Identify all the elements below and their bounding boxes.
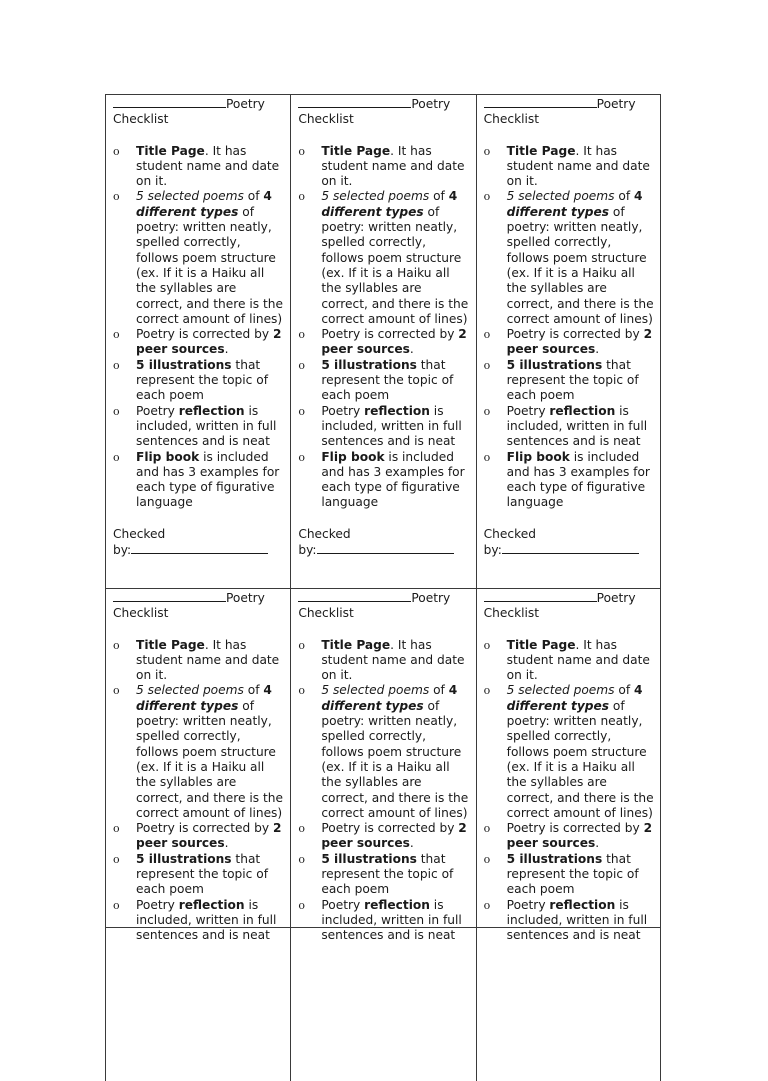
checklist-card [476,95,661,588]
name-blank [298,590,411,602]
checked-label: Checked [483,526,536,541]
bullet-icon: o [483,450,491,464]
item-poems: o 5 selected poems of 4 different types of poetry: written neatly, spelled correctly, follows poem structure (ex. If it is a Haiku all the syllables are correct, and there is the correct amount of lines) [483,683,654,820]
bullet-icon: o [113,358,120,372]
item-illustrations: o 5 illustrations that represent the topic of each poem [113,357,268,403]
checklist-card [290,95,475,588]
item-poems: o 5 selected poems of 4 different types of poetry: written neatly, spelled correctly, follows poem structure (ex. If it is a Haiku all the syllables are correct, and there is the correct amount of lines) [113,189,283,326]
signature-blank [131,542,268,554]
checklist-card [105,95,290,588]
bullet-icon: o [483,852,491,866]
bullet-icon: o [298,684,305,698]
checklist-sheet [105,94,661,943]
name-blank [113,590,226,602]
bullet-icon: o [483,404,491,418]
checklist-subtitle: Checklist [113,112,169,127]
checklist-subtitle: Checklist [483,112,540,127]
item-peer: o Poetry is corrected by 2 peer sources. [113,327,282,357]
checklist-items [298,638,471,944]
item-flipbook: o Flip book is included and has 3 examples for each type of figurative language [483,449,650,510]
bullet-icon: o [113,404,120,418]
bullet-icon: o [483,684,491,698]
bullet-icon: o [298,404,305,418]
checklist-subtitle: Checklist [483,606,540,621]
item-title-page: o Title Page. It has student name and date on it. [483,637,650,683]
checked-by: by: [113,542,286,558]
item-illustrations: o 5 illustrations that represent the topic of each poem [298,357,454,403]
item-flipbook: o Flip book is included and has 3 examples for each type of figurative language [298,449,465,510]
item-peer: o Poetry is corrected by 2 peer sources. [113,821,282,851]
bullet-icon: o [113,638,120,652]
item-peer: o Poetry is corrected by 2 peer sources. [298,327,467,357]
name-blank [298,96,411,108]
checklist-row-1 [105,95,661,588]
bullet-icon: o [483,638,491,652]
signature-blank [502,542,639,554]
checked-label: Checked [298,526,351,541]
checklist-items [484,638,656,944]
bullet-icon: o [113,852,120,866]
bullet-icon: o [113,450,120,464]
bullet-icon: o [298,144,305,158]
bullet-icon: o [298,898,305,912]
checklist-subtitle: Checklist [113,606,169,621]
checklist-subtitle: Checklist [298,606,354,621]
item-poems: o 5 selected poems of 4 different types of poetry: written neatly, spelled correctly, follows poem structure (ex. If it is a Haiku all the syllables are correct, and there is the correct amount of lines) [298,683,469,820]
checklist-header: Poetry [298,590,471,606]
checklist-header: Poetry [113,590,286,606]
bullet-icon: o [298,328,305,342]
checklist-header: Poetry [298,96,471,112]
checklist-header: Poetry [113,96,286,112]
checklist-items [484,144,656,511]
bullet-icon: o [298,638,305,652]
checked-by: by: [298,542,471,558]
bullet-icon: o [113,190,120,204]
item-flipbook: o Flip book is included and has 3 examples for each type of figurative language [113,449,280,510]
checklist-card [290,589,475,1081]
item-title-page: o Title Page. It has student name and date on it. [298,143,465,189]
bullet-icon: o [113,144,120,158]
item-title-page: o Title Page. It has student name and date on it. [113,143,280,189]
item-poems: o 5 selected poems of 4 different types of poetry: written neatly, spelled correctly, follows poem structure (ex. If it is a Haiku all the syllables are correct, and there is the correct amount of lines) [483,189,654,326]
signature-blank [317,542,454,554]
item-reflection: o Poetry reflection is included, written in full sentences and is neat [113,897,277,943]
name-blank [484,96,597,108]
bullet-icon: o [113,684,120,698]
name-blank [484,590,597,602]
item-peer: o Poetry is corrected by 2 peer sources. [483,327,653,357]
checklist-row-2 [105,588,661,1081]
name-blank [113,96,226,108]
item-poems: o 5 selected poems of 4 different types of poetry: written neatly, spelled correctly, follows poem structure (ex. If it is a Haiku all the syllables are correct, and there is the correct amount of lines) [298,189,469,326]
item-reflection: o Poetry reflection is included, written in full sentences and is neat [113,403,277,449]
checked-by: by: [484,542,656,558]
checklist-items [113,638,286,944]
bullet-icon: o [483,822,491,836]
checklist-header: Poetry [484,96,656,112]
item-reflection: o Poetry reflection is included, written in full sentences and is neat [298,897,462,943]
bullet-icon: o [113,328,120,342]
bullet-icon: o [298,450,305,464]
item-illustrations: o 5 illustrations that represent the topic of each poem [483,357,639,403]
checklist-header: Poetry [484,590,656,606]
bullet-icon: o [483,190,491,204]
checklist-items [298,144,471,511]
item-peer: o Poetry is corrected by 2 peer sources. [298,821,467,851]
item-reflection: o Poetry reflection is included, written in full sentences and is neat [483,403,648,449]
bullet-icon: o [483,358,491,372]
bullet-icon: o [298,358,305,372]
bullet-icon: o [483,144,491,158]
item-title-page: o Title Page. It has student name and date on it. [298,637,465,683]
item-illustrations: o 5 illustrations that represent the topic of each poem [298,851,454,897]
bullet-icon: o [483,328,491,342]
item-title-page: o Title Page. It has student name and date on it. [483,143,650,189]
checked-label: Checked [113,526,166,541]
bullet-icon: o [113,898,120,912]
item-reflection: o Poetry reflection is included, written in full sentences and is neat [298,403,462,449]
item-peer: o Poetry is corrected by 2 peer sources. [483,821,653,851]
item-reflection: o Poetry reflection is included, written in full sentences and is neat [483,897,648,943]
item-illustrations: o 5 illustrations that represent the topic of each poem [113,851,268,897]
item-title-page: o Title Page. It has student name and date on it. [113,637,280,683]
bullet-icon: o [483,898,491,912]
checklist-card [476,589,661,1081]
checklist-subtitle: Checklist [298,112,354,127]
bullet-icon: o [298,190,305,204]
checklist-items [113,144,286,511]
item-poems: o 5 selected poems of 4 different types of poetry: written neatly, spelled correctly, follows poem structure (ex. If it is a Haiku all the syllables are correct, and there is the correct amount of lines) [113,683,283,820]
checklist-card [105,589,290,1081]
bullet-icon: o [298,852,305,866]
item-illustrations: o 5 illustrations that represent the topic of each poem [483,851,639,897]
bullet-icon: o [298,822,305,836]
bullet-icon: o [113,822,120,836]
